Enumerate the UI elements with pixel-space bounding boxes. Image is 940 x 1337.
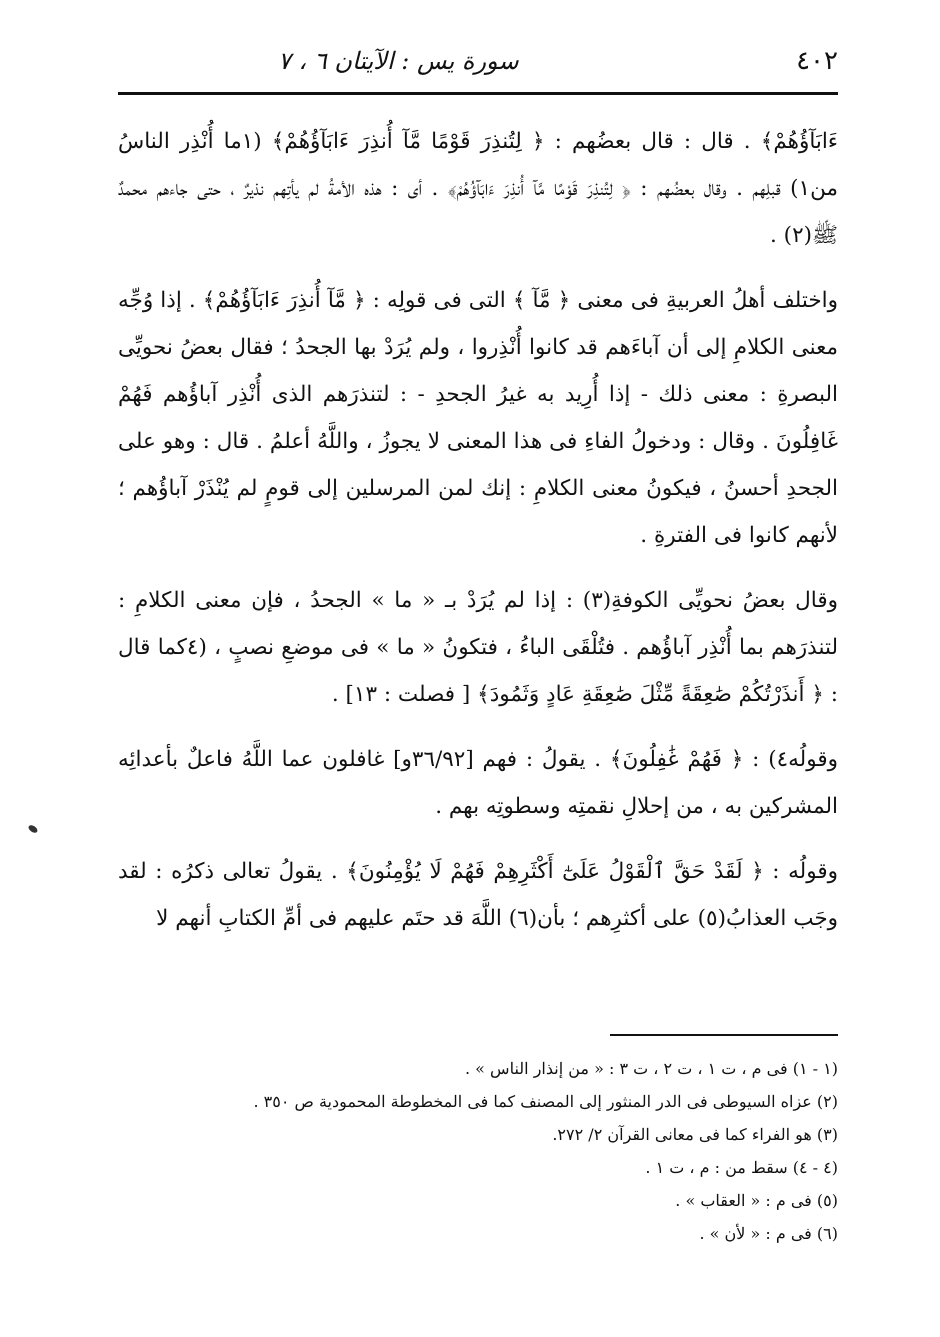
footnotes [118, 1052, 838, 1250]
paragraph: ءَابَآؤُهُمْ﴾ . قال : قال بعضُهم : ﴿ لِتُنذِرَ قَوْمًا مَّآ أُنذِرَ ءَابَآؤُهُمْ﴾ (١ما أُنْذِر الناسُ من١) قبلِهم . وقال بعضُهم : ﴿ لِتُنذِرَ قَوْمًا مَّآ أُنذِرَ ءَابَآؤُهُمْ﴾ . أى : هذه الأمةُ لم يأتِهم نذيرٌ ، حتى جاءهم محمدٌ ﷺ(٢) . [118, 129, 838, 248]
footnote: (١ - ١) فى م ، ت ١ ، ت ٢ ، ت ٣ : « من إنذار الناس » . [465, 1059, 838, 1078]
main-text [118, 118, 838, 960]
footnote-divider [610, 1034, 838, 1036]
paragraph: وقولُه٤) : ﴿ فَهُمْ غَٰفِلُونَ﴾ . يقولُ : فهم [٣٦/٩٢و] غافلون عما اللَّهُ فاعلٌ بأعدائِه المشركين به ، من إحلالِ نقمتِه وسطوتِه بهم . [118, 747, 839, 819]
scan-speck [27, 824, 39, 835]
paragraph: واختلف أهلُ العربيةِ فى معنى ﴿ مَّآ ﴾ التى فى قولِه : ﴿ مَّآ أُنذِرَ ءَابَآؤُهُمْ﴾ . إذا وُجِّه معنى الكلامِ إلى أن آباءَهم قد كانوا أُنْذِروا ، ولم يُرَدْ بها الجحدُ ؛ فقال بعضُ نحويِّى البصرةِ : معنى ذلك - إذا أُرِيد به غيرُ الجحدِ - : لتنذرَهم الذى أُنْذِر آباؤُهم فَهُمْ غَافِلُونَ . وقال : ودخولُ الفاءِ فى هذا المعنى لا يجوزُ ، واللَّهُ أعلمُ . قال : وهو على الجحدِ أحسنُ ، فيكونُ معنى الكلامِ : إنك لمن المرسلين إلى قومٍ لم يُنْذَرْ آباؤُهم ؛ لأنهم كانوا فى الفترةِ . [118, 288, 838, 548]
paragraph: وقولُه : ﴿ لَقَدْ حَقَّ ٱلْقَوْلُ عَلَىٰٓ أَكْثَرِهِمْ فَهُمْ لَا يُؤْمِنُونَ﴾ . يقولُ تعالى ذكرُه : لقد وجَب العذابُ(٥) على أكثرِهم ؛ بأن(٦) اللَّهَ قد حتَم عليهم فى أمِّ الكتابِ أنهم لا [118, 859, 838, 931]
paragraph: وقال بعضُ نحويِّى الكوفةِ(٣) : إذا لم يُرَدْ بـ « ما » الجحدُ ، فإن معنى الكلامِ : لتنذرَهم بما أُنْذِر آباؤُهم . فتُلْقَى الباءُ ، فتكونُ « ما » فى موضعِ نصبٍ ، (٤كما قال : ﴿ أَنذَرْتُكُمْ صَٰعِقَةً مِّثْلَ صَٰعِقَةِ عَادٍ وَثَمُودَ﴾ [ فصلت : ١٣] . [118, 588, 838, 707]
page-number: ٤٠٢ [796, 46, 838, 76]
page-header [118, 30, 838, 95]
footnote: (٢) عزاه السيوطى فى الدر المنثور إلى المصنف كما فى المخطوطة المحمودية ص ٣٥٠ . [253, 1092, 838, 1111]
footnote: (٤ - ٤) سقط من : م ، ت ١ . [645, 1158, 838, 1177]
running-title: سورة يس : الآيتان ٦ ، ٧ [278, 47, 519, 75]
footnote: (٥) فى م : « العقاب » . [675, 1191, 838, 1210]
footnote: (٦) فى م : « لأن » . [699, 1224, 838, 1243]
footnote: (٣) هو الفراء كما فى معانى القرآن ٢/ ٢٧٢. [552, 1125, 838, 1144]
